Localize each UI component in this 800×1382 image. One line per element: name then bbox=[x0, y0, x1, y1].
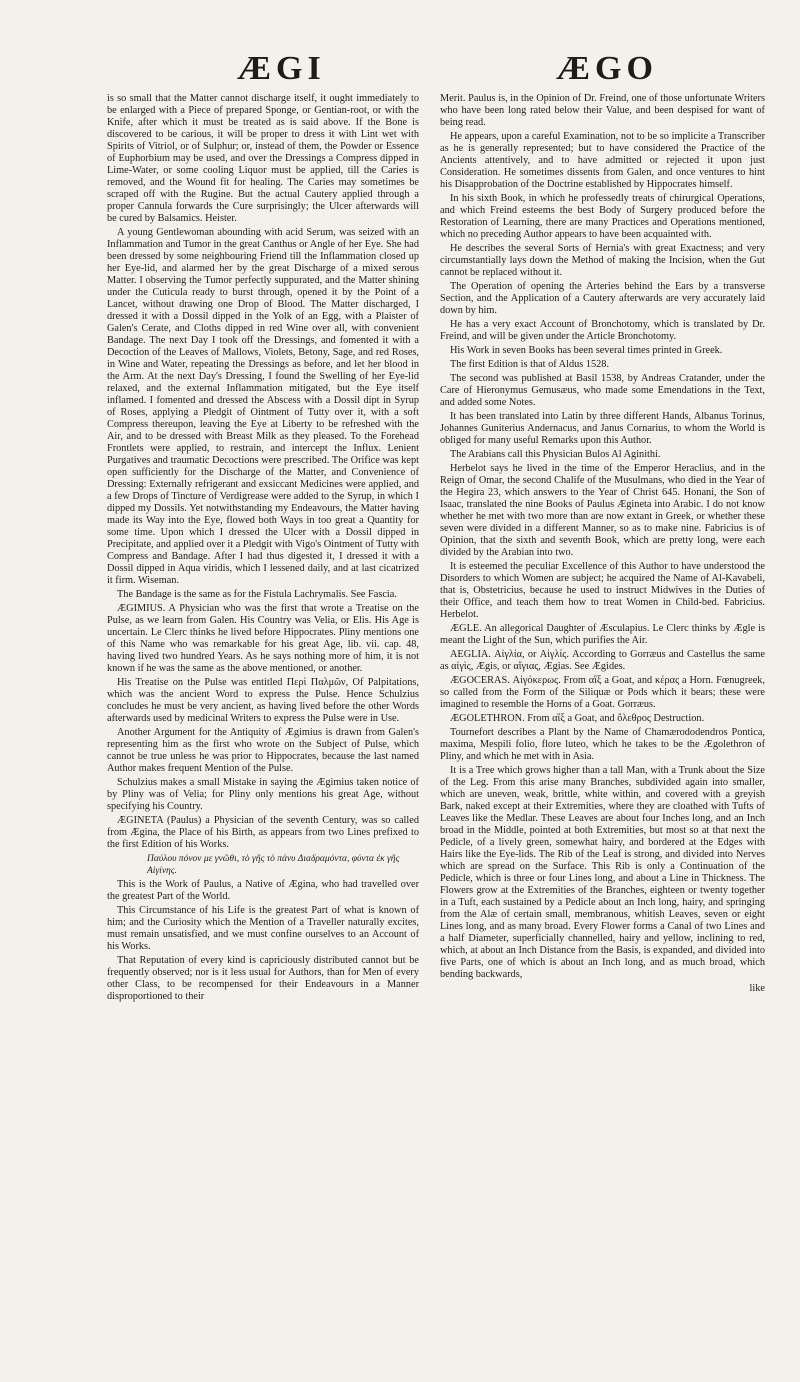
paragraph: His Work in seven Books has been several times printed in Greek. bbox=[450, 345, 723, 356]
paragraph: ÆGIMIUS. A Physician who was the first that wrote a Treatise on the Pulse, as we learn from Galen. His Country was Velia, or Elis. His Age is uncertain. Le Clerc thinks he lived before Hippocrates. Pliny mentions one of this Name who was remarkable for his great Age, lib. vii. cap. 48, having lived two hundred Years. As he says nothing more of him, it is not known if he was the same as the above mentioned, or another. bbox=[107, 603, 419, 674]
paragraph: AEGLIA. Αἰγλία, or Αἰγλίς. According to Gorræus and Castellus the same as αἰγὶς, Ægis, or αἴγιας, Ægias. See Ægides. bbox=[440, 649, 765, 672]
paragraph: It is a Tree which grows higher than a tall Man, with a Trunk about the Size of the Leg. From this arise many Branches, subdivided again into smaller, which are uneven, weak, brittle, white within, and covered with a greyish Bark, naked except at their Extremities, where they are cloathed with Tufts of Leaves like the Medlar. These Leaves are about four Inches long, and an Inch broad in the Middle, pointed at both Extremities, but most so at that next the Pedicle, of a lively green, somewhat hairy, and bordered at the Edges with Hairs like the Eye-lids. The Rib of the Leaf is strong, and divided into Nerves which are spread on the Surface. This Rib is only a Continuation of the Pedicle, which is three or four Lines long, and about a Line in Thickness. The Flowers grow at the Extremities of the Branches, eighteen or twenty together in a Tuft, each sustained by a Pedicle about an Inch long, hairy, and springing from the Alæ of certain small, membranous, whitish Leaves, seven or eight Lines long, and as many broad. Every Flower forms a Canal of two Lines and a half Diameter, superficially channelled, hairy and yellow, inclining to red, which, at about an Inch Distance from the Basis, is expanded, and divided into five Parts, one of which is about an Inch long, and as much broad, which bending backwards, bbox=[440, 765, 765, 980]
paragraph: ÆGOLETHRON. From αἲξ a Goat, and ὄλεθρος Destruction. bbox=[450, 713, 705, 724]
paragraph: ÆGINETA (Paulus) a Physician of the seventh Century, was so called from Ægina, the Place of his Birth, as appears from two Lines prefixed to the first Edition of his Works. bbox=[107, 815, 419, 850]
paragraph: That Reputation of every kind is capriciously distributed cannot but be frequently observed; nor is it less usual for Authors, than for Men of every other Class, to be recompensed for their Endeavours in a Manner disproportioned to their bbox=[107, 955, 419, 1002]
paragraph: The first Edition is that of Aldus 1528. bbox=[450, 359, 610, 370]
catchword: like bbox=[749, 983, 765, 994]
paragraph: This Circumstance of his Life is the greatest Part of what is known of him; and the Curiosity which the Mention of a Traveller naturally excites, must remain unsatisfied, and we must confine ourselves to an Account of his Works. bbox=[107, 905, 419, 952]
right-column bbox=[440, 93, 765, 995]
paragraph: The Arabians call this Physician Bulos Al Aginithi. bbox=[450, 449, 661, 460]
paragraph: Tournefort describes a Plant by the Name of Chamærododendros Pontica, maxima, Mespili folio, flore luteo, which he takes to be the Ægolethron of Pliny, and which he met with in Asia. bbox=[440, 727, 765, 762]
paragraph: This is the Work of Paulus, a Native of Ægina, who had travelled over the greatest Part of the World. bbox=[107, 879, 419, 902]
paragraph: He has a very exact Account of Bronchotomy, which is translated by Dr. Freind, and will be given under the Article Bronchotomy. bbox=[440, 319, 765, 342]
paragraph: The Bandage is the same as for the Fistula Lachrymalis. See Fascia. bbox=[117, 589, 397, 600]
paragraph: is so small that the Matter cannot discharge itself, it ought immediately to be enlarged with a Piece of prepared Sponge, or Gentian-root, or with the Knife, after which it must be treated as is said above. If the Bone is discovered to be carious, it will be proper to dress it with Lint wet with Spirits of Vitriol, or of Sulphur; or, instead of them, the Powder or Essence of Euphorbium may be used, and over the Dressings a Compress dipped in Lime-Water, or some cooling Liquor must be applied, till the Caries is removed, and the Wound fit for healing. The Caries may sometimes be scraped off with the Rugine. But the actual Cautery applied through a proper Cannula forwards the Cure surprisingly; the Ulcer afterwards will be cured by Balsamics. Heister. bbox=[107, 93, 419, 224]
paragraph: He describes the several Sorts of Hernia's with great Exactness; and very circumstantially lays down the Method of making the Incision, when the Gut cannot be replaced without it. bbox=[440, 243, 765, 278]
paragraph: The second was published at Basil 1538, by Andreas Cratander, under the Care of Hieronymus Gemusæus, who made some Emendations in the Text, and added some Notes. bbox=[440, 373, 765, 408]
paragraph: Merit. Paulus is, in the Opinion of Dr. Freind, one of those unfortunate Writers who have been long rated below their Value, and been despised for want of being read. bbox=[440, 93, 765, 128]
paragraph: The Operation of opening the Arteries behind the Ears by a transverse Section, and the Application of a Cautery afterwards are very accurately laid down by him. bbox=[440, 281, 765, 316]
paragraph: A young Gentlewoman abounding with acid Serum, was seized with an Inflammation and Tumor in the great Canthus or Angle of her Eye. She had been dressed by some neighbouring Friend till the Inflammation closed up her Eye-lid, and alarmed her by the great Discharge of a mixed serous Matter. I observing the Tumor perfectly suppurated, and the Matter shining under the Cuticula ready to burst through, opened it by the Point of a Lancet, without drawing one Drop of Blood. The Matter discharged, I dressed it with a Dossil dipped in the Yolk of an Egg, with a Plaister of Galen's Cerate, and Cloths dipped in red Wine over all, with convenient Bandage. The next Day I took off the Dressings, and fomented it with a Decoction of the Leaves of Mallows, Violets, Betony, Sage, and red Roses, in Wine and Water, repeating the Dressings as before, and let her blood in the Arm. At the next Day's Dressing, I found the Swelling of her Eye-lid relaxed, and the external Inflammation mitigated, but the Eye itself inflamed. I fomented and dressed the Abscess with a Dossil dipt in Syrup of Roses, applying a Pledgit of Ointment of Tutty over it, with a soft Compress thereupon, leaving the Eye at Liberty to be refreshed with the Air, and to be dressed with Breast Milk as they pleased. To the Forehead Frontlets were applied, to restrain, and intercept the Influx. Lenient Purgatives and traumatic Decoctions were prescribed. The Orifice was kept open sufficiently for the Discharge of the Matter, and Convenience of Dressing: Externally refrigerant and exsiccant Medicines were applied, and a few Drops of Tincture of Verdigrease were added to the Syrup, in which I dipped my Dossils. Yet notwithstanding my Endeavours, the Matter having made its Way into the Eye, flowed both Ways in too great a Quantity for some time. Upon which I dressed the Ulcer with a Dossil dipped in Precipitate, and applied over it a Pledgit with Vigo's Ointment of Tutty with Compress and Bandage. After I had thus digested it, I dressed it with a Dossil dipped in Aqua viridis, which I lessened daily, and at last cicatrized it firm. Wiseman. bbox=[107, 227, 419, 586]
paragraph: His Treatise on the Pulse was entitled Περὶ Παλμῶν, Of Palpitations, which was the ancient Word to express the Pulse. Hence Schulzius concludes he must be very ancient, as having lived before the other Words afterwards used by medicinal Writers to express the Pulse were in Use. bbox=[107, 677, 419, 724]
running-head-left: ÆGI bbox=[237, 50, 326, 87]
greek-epigram: Παύλου πόνον με γνῶθι, τὸ γῆς τὸ πάνυ Διαδραμόντα, φύντα ἐκ γῆς Αἰγίνης. bbox=[147, 854, 400, 876]
paragraph: Another Argument for the Antiquity of Ægimius is drawn from Galen's representing him as the first who wrote on the Subject of Pulse, which cannot be true unless he was prior to Hippocrates, because the last named Author makes frequent Mention of the Pulse. bbox=[107, 727, 419, 774]
paragraph: In his sixth Book, in which he professedly treats of chirurgical Operations, and which Freind esteems the best Body of Surgery produced before the Restoration of Learning, there are many Practices and Operations mentioned, which no preceding Author appears to have been acquainted with. bbox=[440, 193, 765, 240]
running-head-right: ÆGO bbox=[556, 50, 658, 87]
left-column bbox=[107, 93, 419, 1005]
paragraph: It is esteemed the peculiar Excellence of this Author to have understood the Disorders to which Women are subject; he acquired the Name of Al-Kavabeli, that is, Obstetricius, because he used to instruct Midwives in the Duties of their Office, and teach them how to treat Women in Child-bed. Fabricius. Herbelot. bbox=[440, 561, 765, 620]
paragraph: ÆGOCERAS. Αἰγόκερως. From αἲξ a Goat, and κέρας a Horn. Fœnugreek, so called from the Form of the Siliquæ or Pods which it bears; these were imagined to resemble the Horns of a Goat. Gorræus. bbox=[440, 675, 765, 710]
paragraph: Herbelot says he lived in the time of the Emperor Heraclius, and in the Reign of Omar, the second Chalife of the Musulmans, who died in the Year of the Hegira 23, which answers to the Year of Christ 645. Honani, the Son of Isaac, translated the nine Books of Paulus Ægineta into Arabic. I do not know whether he met with two more than are now extant in Greek, or whether these seven were divided in a different Manner, so as to make nine. Fabricius is of Opinion, that the sixth and seventh Book, which are pretty long, were each divided by the Arabian into two. bbox=[440, 463, 765, 558]
paragraph: ÆGLE. An allegorical Daughter of Æsculapius. Le Clerc thinks by Ægle is meant the Light of the Sun, which purifies the Air. bbox=[440, 623, 765, 646]
paragraph: Schulzius makes a small Mistake in saying the Ægimius taken notice of by Pliny was of Velia; for Pliny only mentions his great Age, without specifying his Country. bbox=[107, 777, 419, 812]
paragraph: It has been translated into Latin by three different Hands, Albanus Torinus, Johannes Guniterius Andernacus, and Janus Cornarius, to whom the World is obliged for many useful Remarks upon this Author. bbox=[440, 411, 765, 446]
paragraph: He appears, upon a careful Examination, not to be so implicite a Transcriber as he is generally represented; but to have considered the Practice of the Ancients attentively, and to have admitted or rejected it upon just Consideration. He sometimes dissents from Galen, and once ventures to hint his Disapprobation of the Doctrine established by Hippocrates himself. bbox=[440, 131, 765, 190]
